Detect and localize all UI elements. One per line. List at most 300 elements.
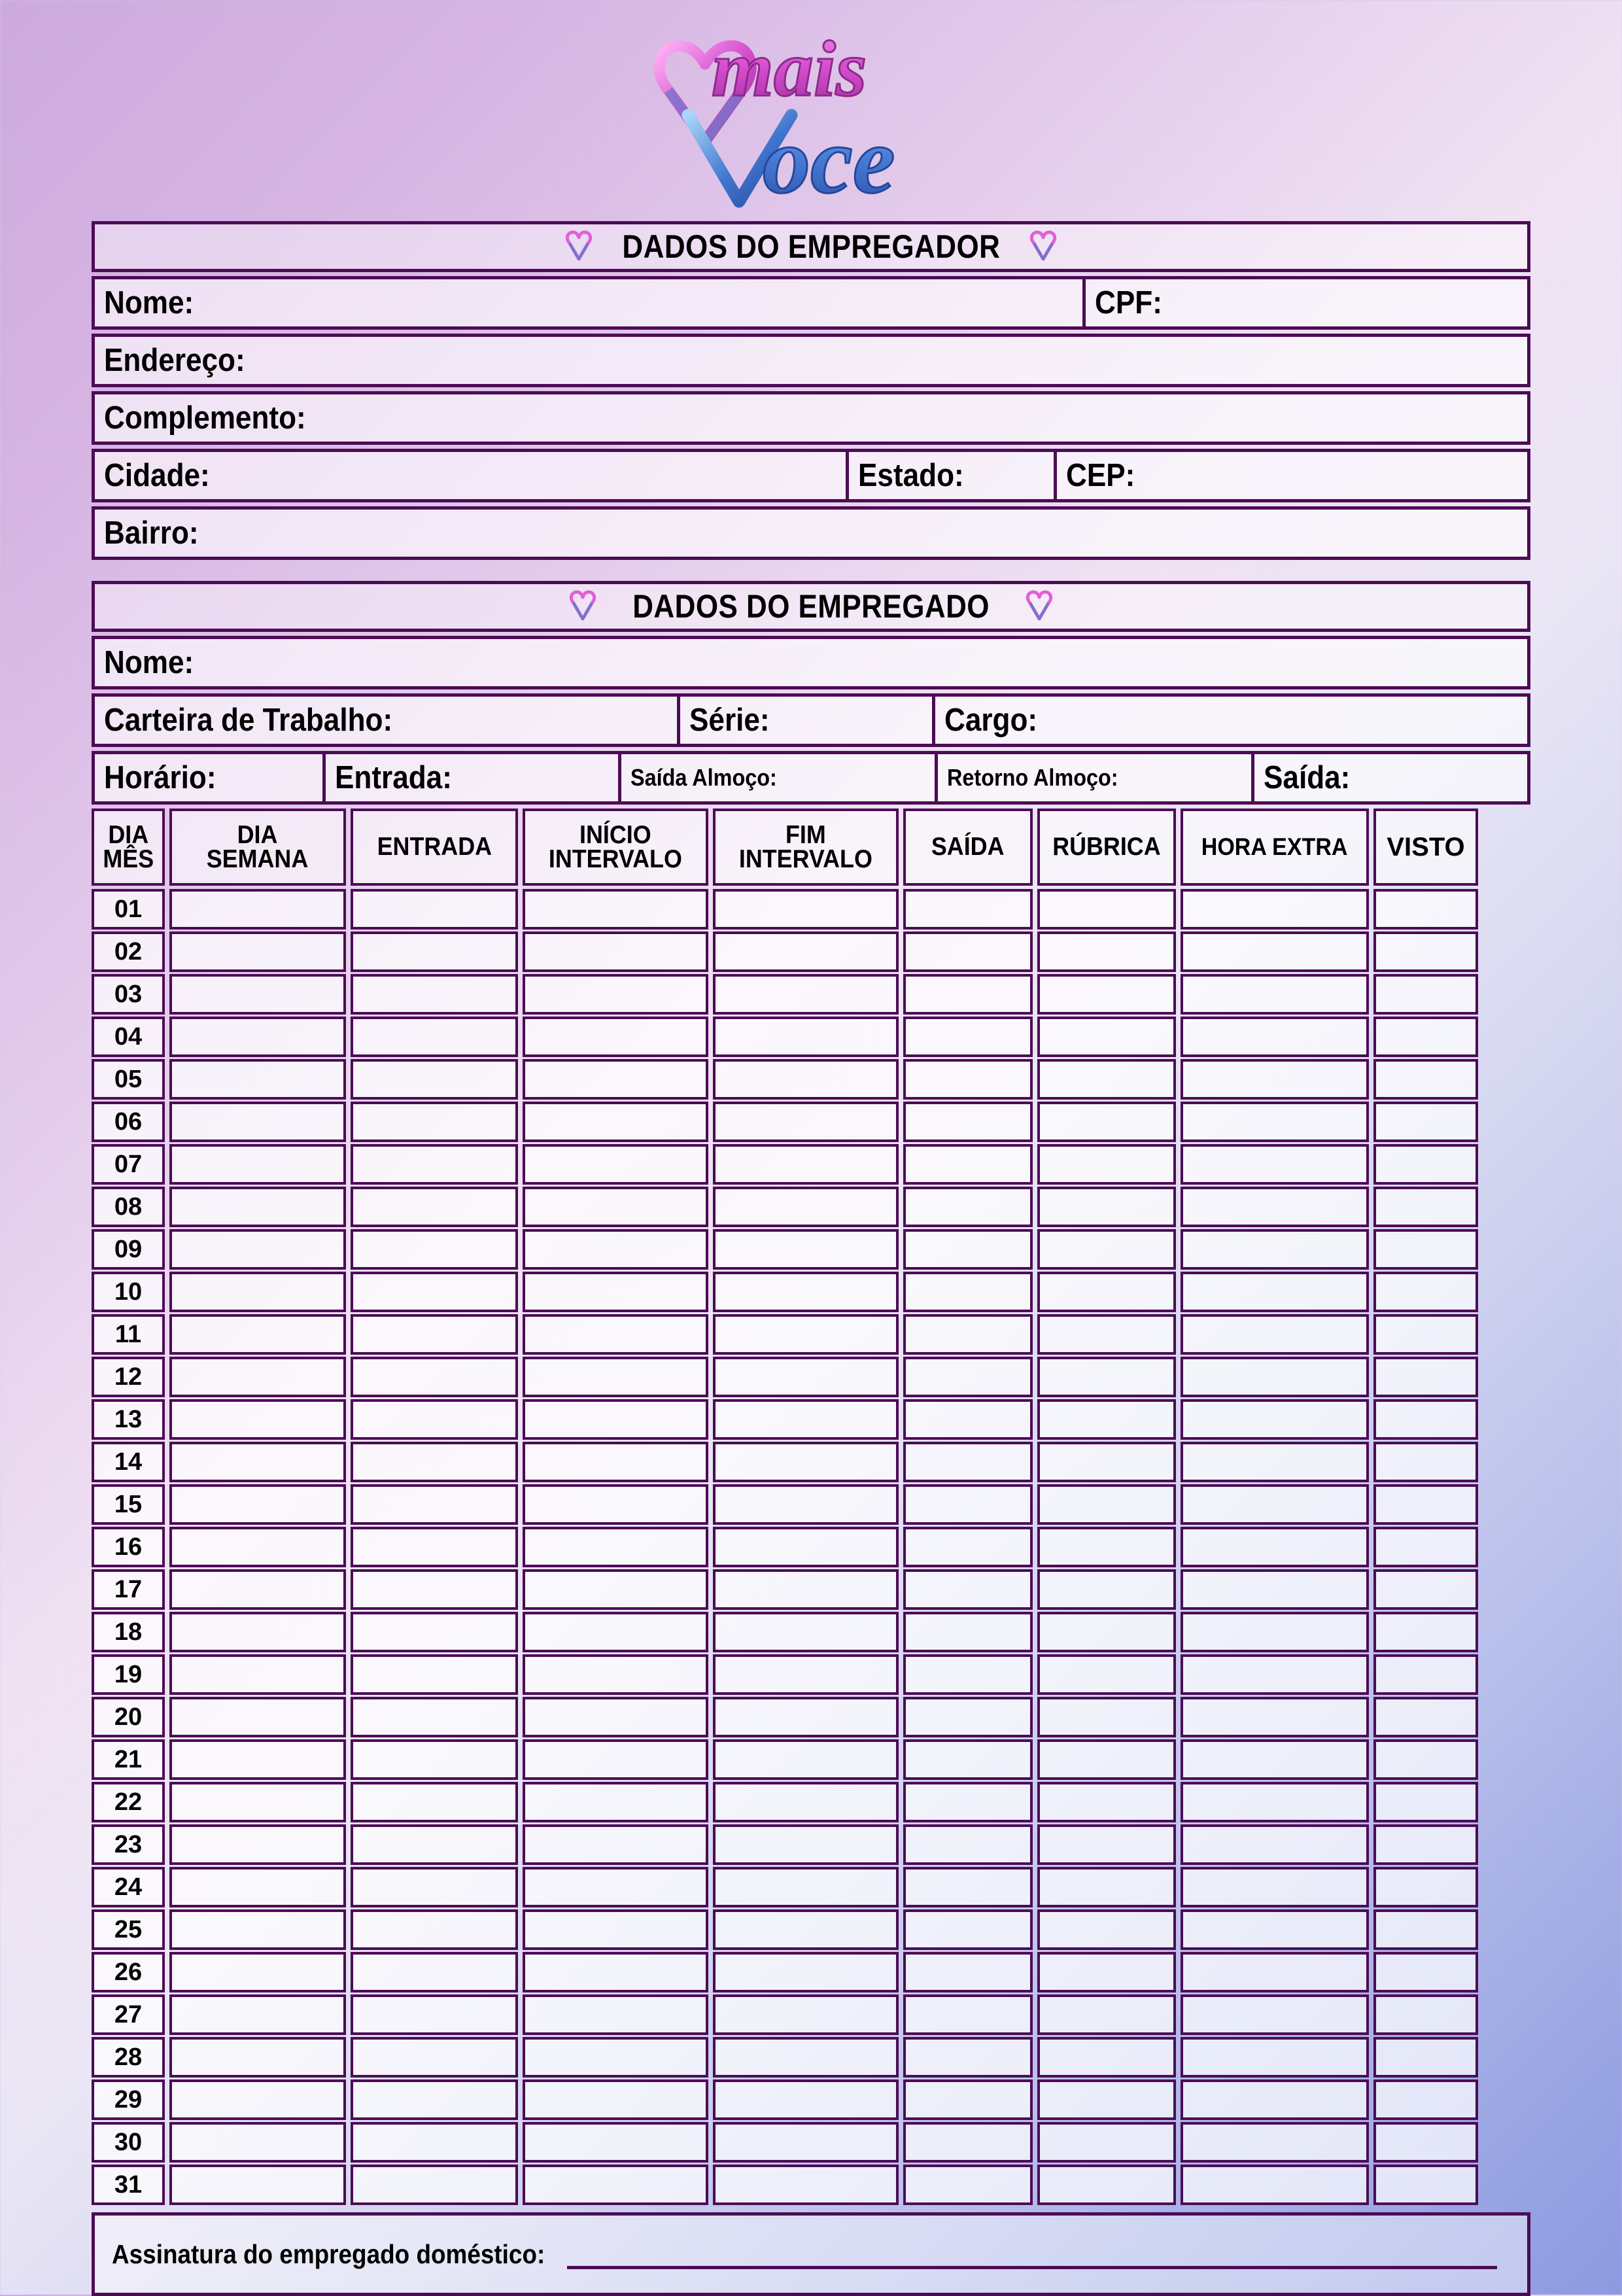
entry-cell-inicio-intervalo[interactable] (523, 2037, 708, 2078)
entry-cell-hora-extra[interactable] (1181, 1442, 1369, 1482)
entry-cell-saida[interactable] (903, 889, 1033, 930)
day-number-cell (92, 1739, 165, 1780)
entry-cell-hora-extra[interactable] (1181, 1697, 1369, 1737)
employer-neighborhood-field[interactable] (95, 510, 1527, 557)
entry-cell-inicio-intervalo[interactable] (523, 1867, 708, 1907)
entry-cell-visto[interactable] (1373, 1357, 1478, 1397)
employer-zip-label: CEP: (1066, 457, 1135, 493)
entry-cell-inicio-intervalo[interactable] (523, 1272, 708, 1312)
schedule-exit-label: Saída: (1264, 759, 1351, 795)
entry-cell-inicio-intervalo[interactable] (523, 1187, 708, 1227)
entry-cell-dia-semana[interactable] (169, 1399, 346, 1440)
day-number-cell (92, 1484, 165, 1525)
entry-cell-dia-semana[interactable] (169, 931, 346, 972)
entry-cell-fim-intervalo[interactable] (713, 1102, 899, 1142)
entry-cell-hora-extra[interactable] (1181, 1187, 1369, 1227)
employer-address-field[interactable] (95, 337, 1527, 384)
entry-cell-inicio-intervalo[interactable] (523, 1612, 708, 1652)
entry-cell-inicio-intervalo[interactable] (523, 1994, 708, 2035)
entry-cell-inicio-intervalo[interactable] (523, 1697, 708, 1737)
entry-cell-saida[interactable] (903, 1527, 1033, 1567)
entry-cell-inicio-intervalo[interactable] (523, 1017, 708, 1057)
entry-cell-dia-semana[interactable] (169, 1357, 346, 1397)
entry-cell-entrada[interactable] (351, 1527, 518, 1567)
employer-complement-field[interactable] (95, 394, 1527, 442)
entry-cell-hora-extra[interactable] (1181, 2079, 1369, 2120)
entry-cell-saida[interactable] (903, 2079, 1033, 2120)
employer-zip-field[interactable] (1054, 452, 1527, 499)
entry-cell-visto[interactable] (1373, 1399, 1478, 1440)
signature-line[interactable] (567, 2266, 1497, 2269)
entry-cell-saida[interactable] (903, 1442, 1033, 1482)
entry-cell-fim-intervalo[interactable] (713, 1909, 899, 1950)
entry-cell-dia-semana[interactable] (169, 1229, 346, 1270)
entry-cell-inicio-intervalo[interactable] (523, 889, 708, 930)
entry-cell-entrada[interactable] (351, 1399, 518, 1440)
entry-cell-fim-intervalo[interactable] (713, 1994, 899, 2035)
entry-cell-saida[interactable] (903, 1272, 1033, 1312)
entry-cell-rubrica[interactable] (1037, 1314, 1176, 1355)
entry-cell-dia-semana[interactable] (169, 1144, 346, 1185)
entry-cell-saida[interactable] (903, 1017, 1033, 1057)
entry-cell-visto[interactable] (1373, 1017, 1478, 1057)
entry-cell-rubrica[interactable] (1037, 1909, 1176, 1950)
entry-cell-visto[interactable] (1373, 1187, 1478, 1227)
day-number-cell (92, 1909, 165, 1950)
entry-cell-saida[interactable] (903, 1782, 1033, 1822)
entry-cell-dia-semana[interactable] (169, 2037, 346, 2078)
entry-cell-saida[interactable] (903, 2037, 1033, 2078)
entry-cell-hora-extra[interactable] (1181, 2122, 1369, 2163)
entry-cell-entrada[interactable] (351, 2037, 518, 2078)
entry-cell-saida[interactable] (903, 1909, 1033, 1950)
entry-cell-visto[interactable] (1373, 974, 1478, 1015)
schedule-lunch-back-field[interactable] (935, 754, 1251, 801)
entry-cell-hora-extra[interactable] (1181, 889, 1369, 930)
entry-cell-hora-extra[interactable] (1181, 1229, 1369, 1270)
entry-cell-dia-semana[interactable] (169, 1527, 346, 1567)
entry-cell-dia-semana[interactable] (169, 1314, 346, 1355)
entry-cell-fim-intervalo[interactable] (713, 2037, 899, 2078)
day-number: 24 (114, 1873, 143, 1901)
entry-cell-visto[interactable] (1373, 1654, 1478, 1695)
employer-state-field[interactable] (846, 452, 1054, 499)
entry-cell-inicio-intervalo[interactable] (523, 2122, 708, 2163)
entry-cell-fim-intervalo[interactable] (713, 1059, 899, 1100)
entry-cell-entrada[interactable] (351, 1569, 518, 1610)
entry-cell-entrada[interactable] (351, 1952, 518, 1992)
entry-cell-entrada[interactable] (351, 1654, 518, 1695)
entry-cell-inicio-intervalo[interactable] (523, 1952, 708, 1992)
entry-cell-dia-semana[interactable] (169, 1952, 346, 1992)
entry-cell-fim-intervalo[interactable] (713, 1314, 899, 1355)
entry-cell-dia-semana[interactable] (169, 1739, 346, 1780)
entry-cell-hora-extra[interactable] (1181, 1654, 1369, 1695)
entry-cell-fim-intervalo[interactable] (713, 1782, 899, 1822)
entry-cell-entrada[interactable] (351, 1314, 518, 1355)
entry-cell-visto[interactable] (1373, 2122, 1478, 2163)
entry-cell-saida[interactable] (903, 1399, 1033, 1440)
entry-cell-entrada[interactable] (351, 2079, 518, 2120)
entry-cell-dia-semana[interactable] (169, 1654, 346, 1695)
entry-cell-hora-extra[interactable] (1181, 1272, 1369, 1312)
entry-cell-hora-extra[interactable] (1181, 1909, 1369, 1950)
entry-cell-dia-semana[interactable] (169, 1017, 346, 1057)
entry-cell-visto[interactable] (1373, 1994, 1478, 2035)
entry-cell-saida[interactable] (903, 1654, 1033, 1695)
entry-cell-visto[interactable] (1373, 1102, 1478, 1142)
entry-cell-fim-intervalo[interactable] (713, 1017, 899, 1057)
entry-cell-rubrica[interactable] (1037, 1569, 1176, 1610)
entry-cell-hora-extra[interactable] (1181, 1952, 1369, 1992)
entry-cell-inicio-intervalo[interactable] (523, 1824, 708, 1865)
entry-cell-visto[interactable] (1373, 2165, 1478, 2205)
entry-cell-entrada[interactable] (351, 1442, 518, 1482)
entry-cell-rubrica[interactable] (1037, 1824, 1176, 1865)
entry-cell-dia-semana[interactable] (169, 1102, 346, 1142)
entry-cell-entrada[interactable] (351, 1357, 518, 1397)
entry-cell-inicio-intervalo[interactable] (523, 1059, 708, 1100)
day-number-cell (92, 1102, 165, 1142)
entry-cell-dia-semana[interactable] (169, 2079, 346, 2120)
entry-cell-hora-extra[interactable] (1181, 1612, 1369, 1652)
entry-cell-entrada[interactable] (351, 2165, 518, 2205)
day-number: 03 (114, 981, 143, 1008)
entry-cell-rubrica[interactable] (1037, 1272, 1176, 1312)
entry-cell-saida[interactable] (903, 1824, 1033, 1865)
column-header-label: SAÍDA (931, 833, 1005, 861)
entry-cell-fim-intervalo[interactable] (713, 1442, 899, 1482)
entry-cell-visto[interactable] (1373, 1824, 1478, 1865)
entry-cell-visto[interactable] (1373, 931, 1478, 972)
entry-cell-dia-semana[interactable] (169, 1697, 346, 1737)
schedule-lunch-back-label: Retorno Almoço: (947, 764, 1118, 791)
day-number-cell (92, 1697, 165, 1737)
timesheet-column-rubrica (1037, 809, 1176, 2207)
entry-cell-entrada[interactable] (351, 1994, 518, 2035)
entry-cell-rubrica[interactable] (1037, 931, 1176, 972)
entry-cell-visto[interactable] (1373, 1569, 1478, 1610)
entry-cell-saida[interactable] (903, 1867, 1033, 1907)
entry-cell-inicio-intervalo[interactable] (523, 1442, 708, 1482)
entry-cell-saida[interactable] (903, 1484, 1033, 1525)
entry-cell-visto[interactable] (1373, 1442, 1478, 1482)
entry-cell-saida[interactable] (903, 2165, 1033, 2205)
entry-cell-visto[interactable] (1373, 1867, 1478, 1907)
entry-cell-entrada[interactable] (351, 1102, 518, 1142)
entry-cell-saida[interactable] (903, 1739, 1033, 1780)
entry-cell-fim-intervalo[interactable] (713, 1144, 899, 1185)
entry-cell-rubrica[interactable] (1037, 1739, 1176, 1780)
entry-cell-visto[interactable] (1373, 1272, 1478, 1312)
entry-cell-entrada[interactable] (351, 2122, 518, 2163)
entry-cell-fim-intervalo[interactable] (713, 1612, 899, 1652)
entry-cell-saida[interactable] (903, 1697, 1033, 1737)
entry-cell-fim-intervalo[interactable] (713, 1272, 899, 1312)
day-number: 18 (114, 1618, 143, 1646)
entry-cell-visto[interactable] (1373, 1059, 1478, 1100)
entry-cell-hora-extra[interactable] (1181, 1484, 1369, 1525)
entry-cell-dia-semana[interactable] (169, 1867, 346, 1907)
entry-cell-saida[interactable] (903, 1229, 1033, 1270)
entry-cell-inicio-intervalo[interactable] (523, 1314, 708, 1355)
entry-cell-fim-intervalo[interactable] (713, 1229, 899, 1270)
entry-cell-fim-intervalo[interactable] (713, 2122, 899, 2163)
entry-cell-hora-extra[interactable] (1181, 1867, 1369, 1907)
entry-cell-hora-extra[interactable] (1181, 1782, 1369, 1822)
entry-cell-inicio-intervalo[interactable] (523, 1909, 708, 1950)
day-number: 16 (114, 1533, 143, 1561)
entry-cell-rubrica[interactable] (1037, 2122, 1176, 2163)
entry-cell-dia-semana[interactable] (169, 1059, 346, 1100)
entry-cell-dia-semana[interactable] (169, 889, 346, 930)
day-number: 20 (114, 1703, 143, 1731)
entry-cell-rubrica[interactable] (1037, 1867, 1176, 1907)
entry-cell-fim-intervalo[interactable] (713, 1569, 899, 1610)
entry-cell-rubrica[interactable] (1037, 1399, 1176, 1440)
day-number: 30 (114, 2129, 143, 2156)
entry-cell-inicio-intervalo[interactable] (523, 1144, 708, 1185)
schedule-lunch-out-field[interactable] (618, 754, 935, 801)
entry-cell-rubrica[interactable] (1037, 1102, 1176, 1142)
entry-cell-saida[interactable] (903, 1357, 1033, 1397)
entry-cell-saida[interactable] (903, 1059, 1033, 1100)
entry-cell-rubrica[interactable] (1037, 1442, 1176, 1482)
entry-cell-visto[interactable] (1373, 1952, 1478, 1992)
entry-cell-rubrica[interactable] (1037, 2037, 1176, 2078)
entry-cell-visto[interactable] (1373, 1314, 1478, 1355)
schedule-lunch-out-label: Saída Almoço: (630, 764, 777, 791)
entry-cell-hora-extra[interactable] (1181, 1314, 1369, 1355)
entry-cell-hora-extra[interactable] (1181, 1017, 1369, 1057)
entry-cell-dia-semana[interactable] (169, 1994, 346, 2035)
day-number: 22 (114, 1788, 143, 1816)
entry-cell-fim-intervalo[interactable] (713, 1739, 899, 1780)
entry-cell-fim-intervalo[interactable] (713, 1697, 899, 1737)
entry-cell-saida[interactable] (903, 1187, 1033, 1227)
entry-cell-saida[interactable] (903, 974, 1033, 1015)
entry-cell-visto[interactable] (1373, 2037, 1478, 2078)
day-number-cell (92, 1654, 165, 1695)
entry-cell-entrada[interactable] (351, 1144, 518, 1185)
entry-cell-saida[interactable] (903, 931, 1033, 972)
entry-cell-visto[interactable] (1373, 889, 1478, 930)
entry-cell-saida[interactable] (903, 1144, 1033, 1185)
entry-cell-dia-semana[interactable] (169, 1442, 346, 1482)
entry-cell-inicio-intervalo[interactable] (523, 1399, 708, 1440)
entry-cell-entrada[interactable] (351, 1272, 518, 1312)
entry-cell-entrada[interactable] (351, 931, 518, 972)
entry-cell-entrada[interactable] (351, 1867, 518, 1907)
entry-cell-entrada[interactable] (351, 1824, 518, 1865)
day-number: 17 (114, 1576, 143, 1603)
entry-cell-entrada[interactable] (351, 1484, 518, 1525)
entry-cell-rubrica[interactable] (1037, 1527, 1176, 1567)
entry-cell-fim-intervalo[interactable] (713, 974, 899, 1015)
entry-cell-rubrica[interactable] (1037, 1994, 1176, 2035)
entry-cell-dia-semana[interactable] (169, 2165, 346, 2205)
entry-cell-hora-extra[interactable] (1181, 2037, 1369, 2078)
entry-cell-entrada[interactable] (351, 1697, 518, 1737)
entry-cell-dia-semana[interactable] (169, 974, 346, 1015)
entry-cell-fim-intervalo[interactable] (713, 1399, 899, 1440)
entry-cell-hora-extra[interactable] (1181, 1824, 1369, 1865)
entry-cell-dia-semana[interactable] (169, 1484, 346, 1525)
day-number-cell (92, 1824, 165, 1865)
entry-cell-visto[interactable] (1373, 1739, 1478, 1780)
entry-cell-saida[interactable] (903, 1994, 1033, 2035)
entry-cell-entrada[interactable] (351, 1059, 518, 1100)
column-header-rubrica (1037, 809, 1176, 886)
entry-cell-dia-semana[interactable] (169, 1569, 346, 1610)
entry-cell-fim-intervalo[interactable] (713, 1952, 899, 1992)
entry-cell-visto[interactable] (1373, 1909, 1478, 1950)
day-number: 06 (114, 1108, 143, 1136)
entry-cell-visto[interactable] (1373, 2079, 1478, 2120)
entry-cell-dia-semana[interactable] (169, 2122, 346, 2163)
entry-cell-visto[interactable] (1373, 1144, 1478, 1185)
employer-cpf-label: CPF: (1095, 285, 1162, 321)
entry-cell-rubrica[interactable] (1037, 2079, 1176, 2120)
employee-work-card-field[interactable] (95, 697, 677, 744)
entry-cell-dia-semana[interactable] (169, 1272, 346, 1312)
day-number-cell (92, 974, 165, 1015)
entry-cell-entrada[interactable] (351, 1229, 518, 1270)
entry-cell-rubrica[interactable] (1037, 1952, 1176, 1992)
entry-cell-hora-extra[interactable] (1181, 974, 1369, 1015)
entry-cell-hora-extra[interactable] (1181, 1527, 1369, 1567)
day-number-cell (92, 1059, 165, 1100)
entry-cell-inicio-intervalo[interactable] (523, 2165, 708, 2205)
entry-cell-rubrica[interactable] (1037, 1059, 1176, 1100)
entry-cell-rubrica[interactable] (1037, 1484, 1176, 1525)
entry-cell-rubrica[interactable] (1037, 1187, 1176, 1227)
day-number: 14 (114, 1448, 143, 1476)
entry-cell-inicio-intervalo[interactable] (523, 2079, 708, 2120)
entry-cell-entrada[interactable] (351, 974, 518, 1015)
entry-cell-dia-semana[interactable] (169, 1824, 346, 1865)
entry-cell-inicio-intervalo[interactable] (523, 931, 708, 972)
entry-cell-rubrica[interactable] (1037, 1782, 1176, 1822)
entry-cell-dia-semana[interactable] (169, 1612, 346, 1652)
entry-cell-inicio-intervalo[interactable] (523, 1569, 708, 1610)
entry-cell-hora-extra[interactable] (1181, 1739, 1369, 1780)
entry-cell-saida[interactable] (903, 1952, 1033, 1992)
entry-cell-hora-extra[interactable] (1181, 1569, 1369, 1610)
entry-cell-dia-semana[interactable] (169, 1782, 346, 1822)
entry-cell-saida[interactable] (903, 1102, 1033, 1142)
entry-cell-entrada[interactable] (351, 1909, 518, 1950)
entry-cell-visto[interactable] (1373, 1782, 1478, 1822)
employer-name-label: Nome: (104, 285, 194, 321)
entry-cell-entrada[interactable] (351, 1612, 518, 1652)
entry-cell-rubrica[interactable] (1037, 1357, 1176, 1397)
mais-voce-logo-icon (628, 17, 994, 213)
employer-name-field[interactable] (95, 279, 1082, 326)
entry-cell-rubrica[interactable] (1037, 1144, 1176, 1185)
day-number-cell (92, 1952, 165, 1992)
entry-cell-saida[interactable] (903, 1314, 1033, 1355)
employee-series-field[interactable] (677, 697, 932, 744)
entry-cell-inicio-intervalo[interactable] (523, 1654, 708, 1695)
entry-cell-saida[interactable] (903, 2122, 1033, 2163)
employer-neighborhood-label: Bairro: (104, 515, 199, 551)
entry-cell-inicio-intervalo[interactable] (523, 1739, 708, 1780)
entry-cell-inicio-intervalo[interactable] (523, 1782, 708, 1822)
entry-cell-hora-extra[interactable] (1181, 2165, 1369, 2205)
entry-cell-hora-extra[interactable] (1181, 1357, 1369, 1397)
entry-cell-saida[interactable] (903, 1569, 1033, 1610)
entry-cell-dia-semana[interactable] (169, 1187, 346, 1227)
entry-cell-entrada[interactable] (351, 1739, 518, 1780)
entry-cell-visto[interactable] (1373, 1484, 1478, 1525)
entry-cell-fim-intervalo[interactable] (713, 1187, 899, 1227)
entry-cell-entrada[interactable] (351, 1017, 518, 1057)
entry-cell-hora-extra[interactable] (1181, 1059, 1369, 1100)
day-number: 02 (114, 938, 143, 965)
entry-cell-fim-intervalo[interactable] (713, 1484, 899, 1525)
entry-cell-rubrica[interactable] (1037, 2165, 1176, 2205)
schedule-entry-field[interactable] (322, 754, 618, 801)
entry-cell-rubrica[interactable] (1037, 889, 1176, 930)
entry-cell-inicio-intervalo[interactable] (523, 974, 708, 1015)
entry-cell-rubrica[interactable] (1037, 1654, 1176, 1695)
entry-cell-fim-intervalo[interactable] (713, 889, 899, 930)
entry-cell-visto[interactable] (1373, 1612, 1478, 1652)
entry-cell-hora-extra[interactable] (1181, 1144, 1369, 1185)
entry-cell-entrada[interactable] (351, 1187, 518, 1227)
entry-cell-saida[interactable] (903, 1612, 1033, 1652)
entry-cell-visto[interactable] (1373, 1527, 1478, 1567)
entry-cell-hora-extra[interactable] (1181, 931, 1369, 972)
entry-cell-fim-intervalo[interactable] (713, 1527, 899, 1567)
entry-cell-visto[interactable] (1373, 1229, 1478, 1270)
entry-cell-visto[interactable] (1373, 1697, 1478, 1737)
schedule-exit-field[interactable] (1251, 754, 1527, 801)
entry-cell-hora-extra[interactable] (1181, 1994, 1369, 2035)
entry-cell-hora-extra[interactable] (1181, 1102, 1369, 1142)
employer-city-field[interactable] (95, 452, 846, 499)
employer-cpf-field[interactable] (1082, 279, 1527, 326)
entry-cell-fim-intervalo[interactable] (713, 2165, 899, 2205)
day-number-cell (92, 1229, 165, 1270)
entry-cell-inicio-intervalo[interactable] (523, 1229, 708, 1270)
entry-cell-dia-semana[interactable] (169, 1909, 346, 1950)
day-number-cell (92, 1187, 165, 1227)
entry-cell-entrada[interactable] (351, 889, 518, 930)
entry-cell-inicio-intervalo[interactable] (523, 1102, 708, 1142)
employee-role-field[interactable] (932, 697, 1527, 744)
entry-cell-rubrica[interactable] (1037, 1612, 1176, 1652)
entry-cell-inicio-intervalo[interactable] (523, 1357, 708, 1397)
entry-cell-rubrica[interactable] (1037, 974, 1176, 1015)
entry-cell-entrada[interactable] (351, 1782, 518, 1822)
entry-cell-fim-intervalo[interactable] (713, 1357, 899, 1397)
entry-cell-inicio-intervalo[interactable] (523, 1527, 708, 1567)
entry-cell-fim-intervalo[interactable] (713, 1824, 899, 1865)
entry-cell-fim-intervalo[interactable] (713, 1867, 899, 1907)
entry-cell-rubrica[interactable] (1037, 1697, 1176, 1737)
entry-cell-inicio-intervalo[interactable] (523, 1484, 708, 1525)
entry-cell-hora-extra[interactable] (1181, 1399, 1369, 1440)
entry-cell-rubrica[interactable] (1037, 1229, 1176, 1270)
employee-role-label: Cargo: (944, 702, 1038, 738)
entry-cell-fim-intervalo[interactable] (713, 2079, 899, 2120)
entry-cell-fim-intervalo[interactable] (713, 1654, 899, 1695)
entry-cell-fim-intervalo[interactable] (713, 931, 899, 972)
entry-cell-rubrica[interactable] (1037, 1017, 1176, 1057)
employee-name-field[interactable] (95, 639, 1527, 686)
